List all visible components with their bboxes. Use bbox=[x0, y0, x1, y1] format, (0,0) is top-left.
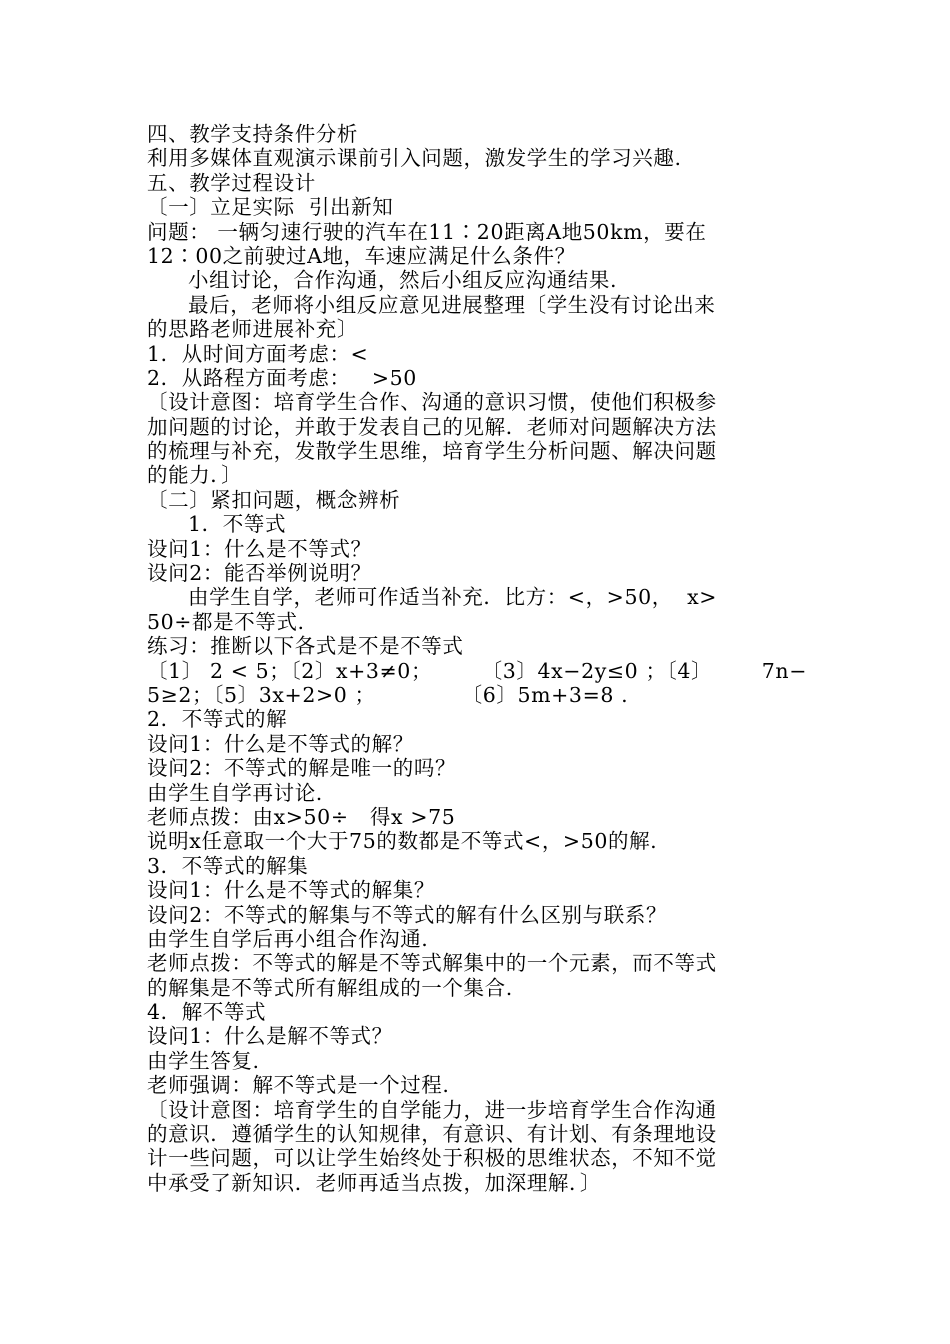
question: 设问2：不等式的解集与不等式的解有什么区别与联系？ bbox=[147, 902, 668, 927]
question: 设问1：什么是解不等式？ bbox=[147, 1024, 393, 1049]
exercise-part: 7n− bbox=[761, 658, 807, 683]
section-heading-4: 四、教学支持条件分析 bbox=[147, 122, 358, 146]
paragraph: 最后，老师将小组反应意见进展整理〔学生没有讨论出来 bbox=[188, 292, 716, 317]
paragraph: 老师点拨：不等式的解是不等式解集中的一个元素，而不等式 bbox=[147, 951, 717, 976]
topic-heading: 3．不等式的解集 bbox=[147, 853, 309, 878]
section-heading-5: 五、教学过程设计 bbox=[147, 170, 316, 195]
question: 设问1：什么是不等式的解？ bbox=[147, 731, 414, 756]
subsection-heading-1: 〔一〕立足实际 引出新知 bbox=[147, 195, 394, 220]
problem-line-2: 12∶00之前驶过A地，车速应满足什么条件？ bbox=[147, 243, 576, 268]
list-item: 1．从时间方面考虑：< bbox=[147, 341, 369, 366]
design-intent: 的意识．遵循学生的认知规律，有意识、有计划、有条理地设 bbox=[147, 1122, 717, 1147]
exercise-part: 〔1〕 2 < 5；〔2〕x+3≠0； bbox=[147, 658, 433, 683]
paragraph: 小组讨论，合作沟通，然后小组反应沟通结果. bbox=[188, 268, 618, 293]
topic-heading: 2．不等式的解 bbox=[147, 707, 288, 732]
subsection-heading-2: 〔二〕紧扣问题，概念辨析 bbox=[147, 487, 401, 512]
question: 设问1：什么是不等式的解集？ bbox=[147, 878, 435, 903]
design-intent: 中承受了新知识．老师再适当点拨，加深理解．〕 bbox=[147, 1170, 601, 1195]
paragraph: 说明x任意取一个大于75的数都是不等式<，>50的解. bbox=[147, 829, 658, 854]
topic-heading: 4．解不等式 bbox=[147, 1000, 267, 1025]
design-intent: 的能力．〕 bbox=[147, 463, 243, 488]
paragraph: 利用多媒体直观演示课前引入问题，激发学生的学习兴趣. bbox=[147, 146, 682, 171]
exercise-line-2 bbox=[147, 683, 807, 707]
paragraph: 由学生自学，老师可作适当补充．比方：<，>50， x> bbox=[188, 585, 718, 610]
paragraph: 老师点拨：由x>50÷ 得x >75 bbox=[147, 804, 456, 829]
design-intent: 〔设计意图：培育学生合作、沟通的意识习惯，使他们积极参 bbox=[147, 390, 717, 415]
paragraph: 的思路老师进展补充〕 bbox=[147, 317, 358, 342]
problem-line-1: 问题： 一辆匀速行驶的汽车在11∶20距离A地50km，要在 bbox=[147, 219, 707, 244]
document-body bbox=[147, 122, 807, 1195]
paragraph: 由学生自学再讨论. bbox=[147, 780, 323, 805]
design-intent: 的梳理与补充，发散学生思维，培育学生分析问题、解决问题 bbox=[147, 439, 717, 464]
topic-heading: 1．不等式 bbox=[188, 512, 287, 537]
exercise-part: 〔6〕5m+3=8 . bbox=[461, 682, 629, 707]
exercise-part: 5≥2；〔5〕3x+2>0 ； bbox=[147, 682, 376, 707]
paragraph: 老师强调：解不等式是一个过程. bbox=[147, 1073, 450, 1098]
exercise-line-1 bbox=[147, 659, 807, 683]
paragraph: 的解集是不等式所有解组成的一个集合. bbox=[147, 975, 513, 1000]
design-intent: 计一些问题，可以让学生始终处于积极的思维状态，不知不觉 bbox=[147, 1146, 717, 1171]
question: 设问1：什么是不等式？ bbox=[147, 536, 372, 561]
paragraph: 由学生自学后再小组合作沟通. bbox=[147, 926, 429, 951]
exercise-heading: 练习：推断以下各式是不是不等式 bbox=[147, 634, 464, 659]
question: 设问2：不等式的解是唯一的吗？ bbox=[147, 756, 457, 781]
exercise-part: 〔3〕4x−2y≤0 ；〔4〕 bbox=[481, 658, 713, 683]
paragraph: 由学生答复. bbox=[147, 1048, 260, 1073]
list-item: 2．从路程方面考虑： >50 bbox=[147, 365, 417, 390]
design-intent: 〔设计意图：培育学生的自学能力，进一步培育学生合作沟通 bbox=[147, 1097, 717, 1122]
paragraph: 50÷都是不等式. bbox=[147, 609, 305, 634]
design-intent: 加问题的讨论，并敢于发表自己的见解．老师对问题解决方法 bbox=[147, 414, 717, 439]
question: 设问2：能否举例说明？ bbox=[147, 561, 372, 586]
